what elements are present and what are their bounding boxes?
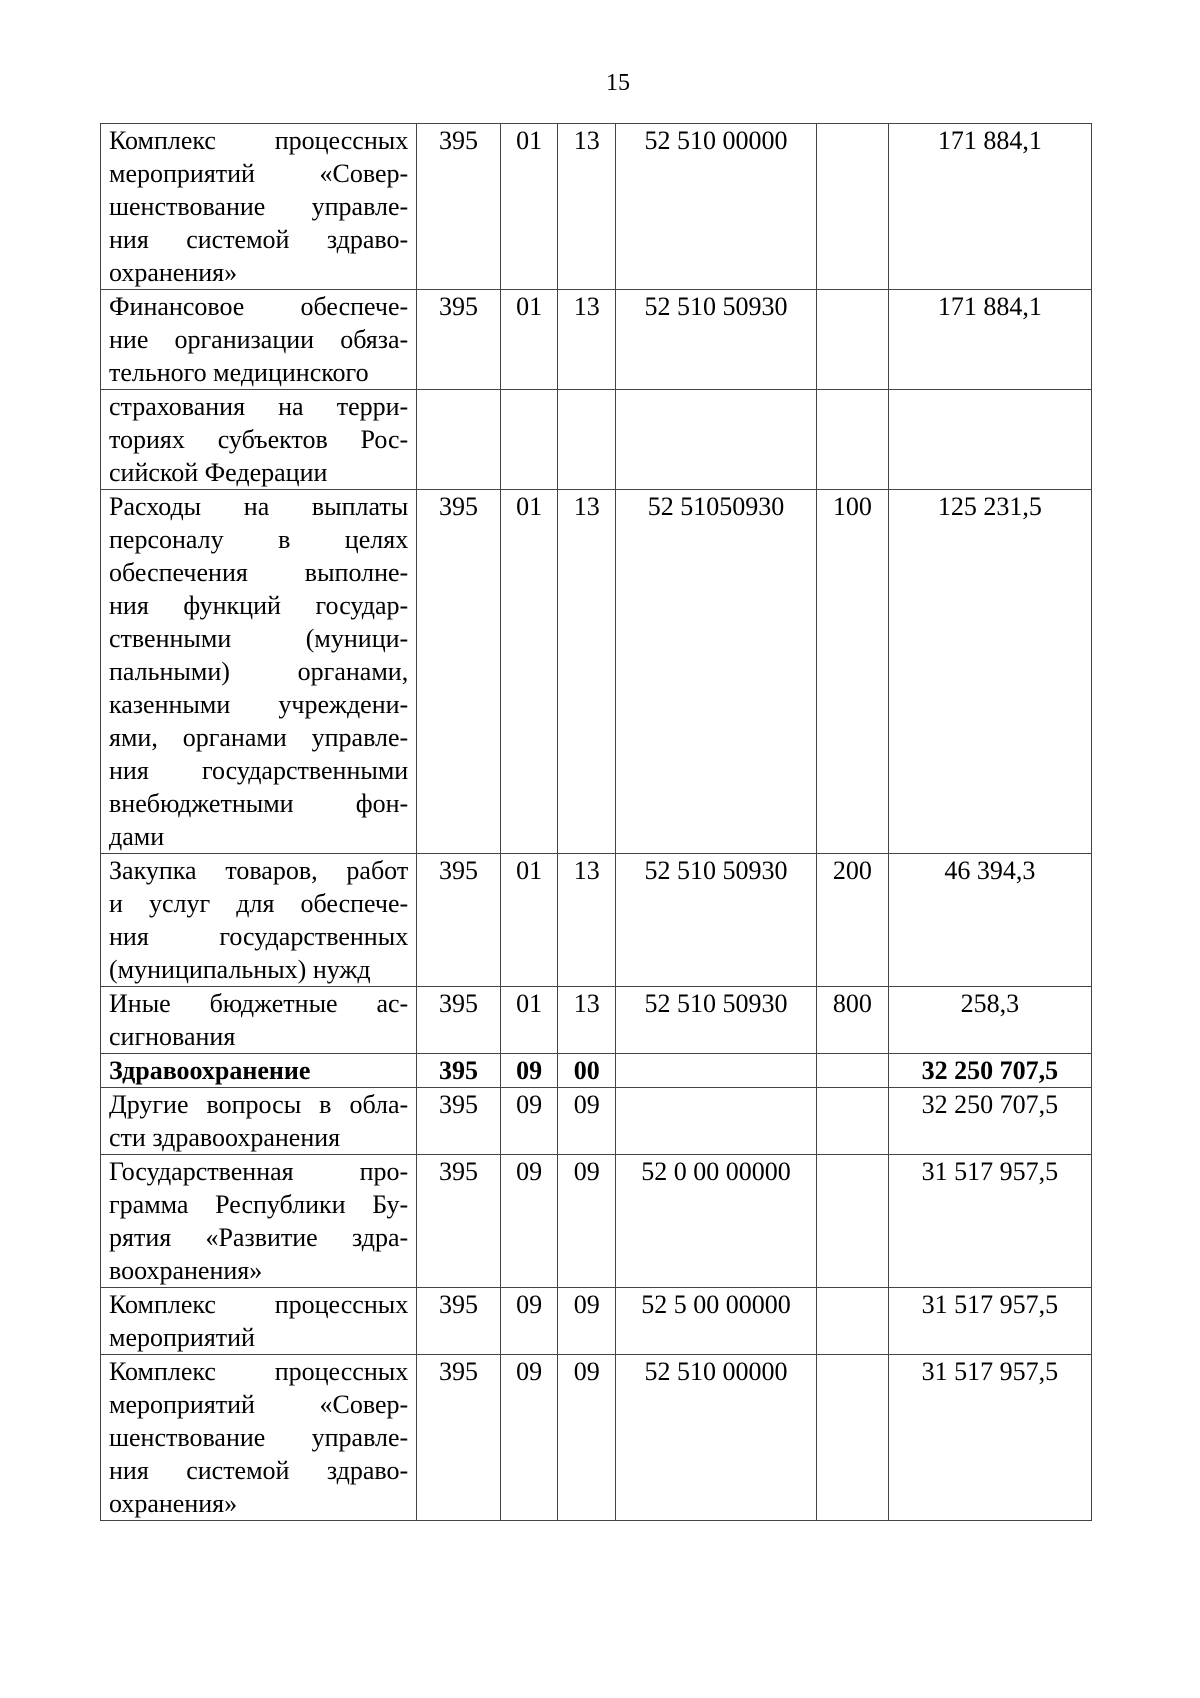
item-name-cell xyxy=(101,490,417,854)
section-code-cell: 09 xyxy=(500,1088,558,1155)
target-article-cell xyxy=(616,1054,817,1088)
item-name-line: пальными) органами, xyxy=(109,657,409,686)
target-article-cell xyxy=(616,390,817,490)
item-name-line: Комплекс процессных xyxy=(109,126,409,155)
subsection-code-cell: 09 xyxy=(558,1355,616,1521)
section-code-cell xyxy=(500,390,558,490)
item-name-line: Здравоохранение xyxy=(109,1056,311,1085)
grbs-code-cell: 395 xyxy=(417,1288,501,1355)
item-name-cell xyxy=(101,1054,417,1088)
subsection-code-cell: 13 xyxy=(558,854,616,987)
item-name-line: ториях субъектов Рос- xyxy=(109,425,409,454)
item-name-line: мероприятий «Совер- xyxy=(109,159,409,188)
expense-type-cell xyxy=(817,1054,889,1088)
item-name-line: шенствование управле- xyxy=(109,1423,409,1452)
table-body xyxy=(101,124,1092,1521)
subsection-code-cell: 13 xyxy=(558,987,616,1054)
amount-cell: 258,3 xyxy=(888,987,1091,1054)
budget-table xyxy=(100,123,1092,1521)
section-code-cell: 01 xyxy=(500,490,558,854)
grbs-code-cell: 395 xyxy=(417,1054,501,1088)
expense-type-cell xyxy=(817,1288,889,1355)
amount-cell: 32 250 707,5 xyxy=(888,1088,1091,1155)
item-name-line: ния системой здраво- xyxy=(109,1456,409,1485)
item-name-line: ние организации обяза- xyxy=(109,325,409,354)
target-article-cell: 52 51050930 xyxy=(616,490,817,854)
item-name-line: Государственная про- xyxy=(109,1157,409,1186)
item-name-cell xyxy=(101,1288,417,1355)
item-name-cell xyxy=(101,854,417,987)
grbs-code-cell: 395 xyxy=(417,1088,501,1155)
item-name-cell xyxy=(101,290,417,390)
grbs-code-cell: 395 xyxy=(417,1355,501,1521)
grbs-code-cell: 395 xyxy=(417,987,501,1054)
item-name-line: ния государственных xyxy=(109,922,409,951)
item-name-line: Другие вопросы в обла- xyxy=(109,1090,409,1119)
item-name-line: охранения» xyxy=(109,1489,238,1518)
amount-cell: 31 517 957,5 xyxy=(888,1288,1091,1355)
grbs-code-cell: 395 xyxy=(417,290,501,390)
item-name-line: ственными (муници- xyxy=(109,624,409,653)
table-row xyxy=(101,854,1092,987)
table-row xyxy=(101,1155,1092,1288)
item-name-cell xyxy=(101,1155,417,1288)
expense-type-cell xyxy=(817,1155,889,1288)
section-code-cell: 09 xyxy=(500,1054,558,1088)
item-name-line: Комплекс процессных xyxy=(109,1357,409,1386)
item-name-line: дами xyxy=(109,822,165,851)
item-name-line: сийской Федерации xyxy=(109,458,328,487)
target-article-cell: 52 510 50930 xyxy=(616,987,817,1054)
item-name-line: персоналу в целях xyxy=(109,525,409,554)
subsection-code-cell: 13 xyxy=(558,290,616,390)
item-name-line: сигнования xyxy=(109,1022,236,1051)
item-name-line: Иные бюджетные ас- xyxy=(109,989,409,1018)
table-row xyxy=(101,1288,1092,1355)
item-name-line: Закупка товаров, работ xyxy=(109,856,409,885)
table-row xyxy=(101,1355,1092,1521)
amount-cell: 171 884,1 xyxy=(888,290,1091,390)
subsection-code-cell: 09 xyxy=(558,1288,616,1355)
section-code-cell: 09 xyxy=(500,1155,558,1288)
subsection-code-cell: 00 xyxy=(558,1054,616,1088)
item-name-cell xyxy=(101,1355,417,1521)
amount-cell xyxy=(888,390,1091,490)
target-article-cell: 52 5 00 00000 xyxy=(616,1288,817,1355)
item-name-line: внебюджетными фон- xyxy=(109,789,409,818)
item-name-line: рятия «Развитие здра- xyxy=(109,1223,409,1252)
item-name-line: Финансовое обеспече- xyxy=(109,292,409,321)
item-name-line: мероприятий «Совер- xyxy=(109,1390,409,1419)
table-row xyxy=(101,1088,1092,1155)
amount-cell: 125 231,5 xyxy=(888,490,1091,854)
section-code-cell: 09 xyxy=(500,1355,558,1521)
amount-cell: 32 250 707,5 xyxy=(888,1054,1091,1088)
grbs-code-cell xyxy=(417,390,501,490)
amount-cell: 171 884,1 xyxy=(888,124,1091,290)
section-code-cell: 09 xyxy=(500,1288,558,1355)
expense-type-cell xyxy=(817,390,889,490)
subsection-code-cell: 09 xyxy=(558,1088,616,1155)
page-number: 15 xyxy=(606,70,630,96)
target-article-cell: 52 510 00000 xyxy=(616,1355,817,1521)
expense-type-cell: 800 xyxy=(817,987,889,1054)
table-row xyxy=(101,987,1092,1054)
grbs-code-cell: 395 xyxy=(417,490,501,854)
table-row xyxy=(101,390,1092,490)
section-code-cell: 01 xyxy=(500,854,558,987)
table-row xyxy=(101,290,1092,390)
item-name-line: и услуг для обеспече- xyxy=(109,889,409,918)
table-row xyxy=(101,490,1092,854)
table-row xyxy=(101,124,1092,290)
item-name-line: сти здравоохранения xyxy=(109,1123,341,1152)
item-name-line: мероприятий xyxy=(109,1323,255,1352)
expense-type-cell xyxy=(817,124,889,290)
item-name-cell xyxy=(101,390,417,490)
amount-cell: 46 394,3 xyxy=(888,854,1091,987)
item-name-line: обеспечения выполне- xyxy=(109,558,409,587)
item-name-line: тельного медицинского xyxy=(109,358,369,387)
target-article-cell xyxy=(616,1088,817,1155)
item-name-line: ния государственными xyxy=(109,756,409,785)
item-name-line: ями, органами управле- xyxy=(109,723,409,752)
expense-type-cell xyxy=(817,1355,889,1521)
grbs-code-cell: 395 xyxy=(417,854,501,987)
item-name-line: (муниципальных) нужд xyxy=(109,955,371,984)
item-name-line: Расходы на выплаты xyxy=(109,492,409,521)
item-name-line: ния функций государ- xyxy=(109,591,409,620)
item-name-cell xyxy=(101,124,417,290)
item-name-line: шенствование управле- xyxy=(109,192,409,221)
expense-type-cell: 100 xyxy=(817,490,889,854)
expense-type-cell: 200 xyxy=(817,854,889,987)
target-article-cell: 52 0 00 00000 xyxy=(616,1155,817,1288)
table-row xyxy=(101,1054,1092,1088)
item-name-line: казенными учреждени- xyxy=(109,690,409,719)
subsection-code-cell: 13 xyxy=(558,490,616,854)
subsection-code-cell: 09 xyxy=(558,1155,616,1288)
item-name-line: страхования на терри- xyxy=(109,392,409,421)
grbs-code-cell: 395 xyxy=(417,124,501,290)
item-name-line: ния системой здраво- xyxy=(109,225,409,254)
subsection-code-cell xyxy=(558,390,616,490)
target-article-cell: 52 510 00000 xyxy=(616,124,817,290)
target-article-cell: 52 510 50930 xyxy=(616,854,817,987)
expense-type-cell xyxy=(817,290,889,390)
expense-type-cell xyxy=(817,1088,889,1155)
section-code-cell: 01 xyxy=(500,290,558,390)
section-code-cell: 01 xyxy=(500,987,558,1054)
item-name-line: грамма Республики Бу- xyxy=(109,1190,409,1219)
amount-cell: 31 517 957,5 xyxy=(888,1355,1091,1521)
section-code-cell: 01 xyxy=(500,124,558,290)
grbs-code-cell: 395 xyxy=(417,1155,501,1288)
item-name-cell xyxy=(101,987,417,1054)
item-name-line: охранения» xyxy=(109,258,238,287)
subsection-code-cell: 13 xyxy=(558,124,616,290)
target-article-cell: 52 510 50930 xyxy=(616,290,817,390)
item-name-line: Комплекс процессных xyxy=(109,1290,409,1319)
amount-cell: 31 517 957,5 xyxy=(888,1155,1091,1288)
item-name-line: воохранения» xyxy=(109,1256,263,1285)
item-name-cell xyxy=(101,1088,417,1155)
